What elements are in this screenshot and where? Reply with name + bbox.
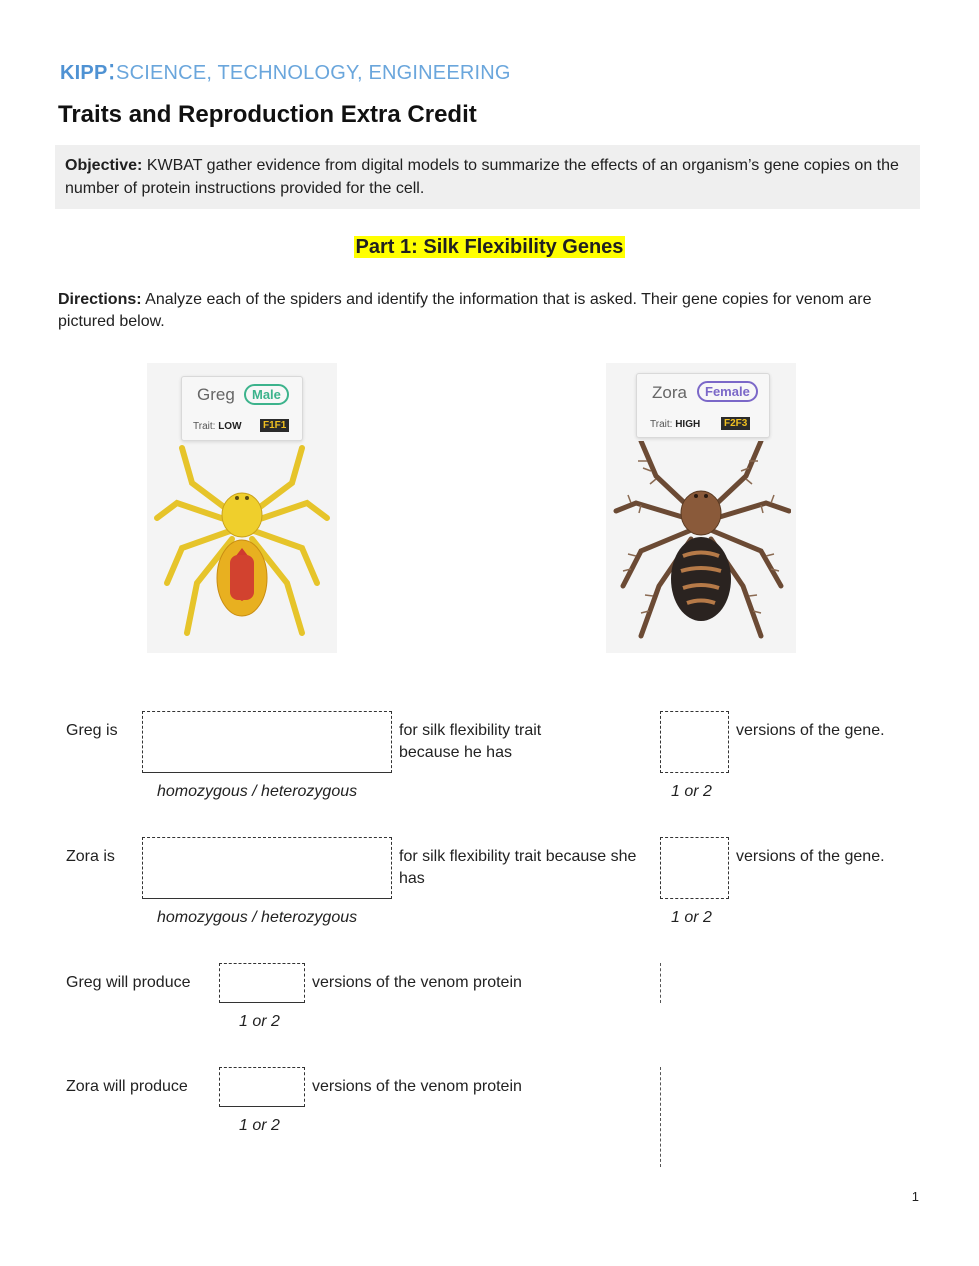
q3-hint: 1 or 2 bbox=[239, 1013, 280, 1030]
q4-end-text: versions of the venom protein bbox=[312, 1078, 522, 1095]
kipp-logo bbox=[60, 60, 511, 85]
objective-box bbox=[55, 145, 920, 209]
brand-name: KIPP bbox=[60, 62, 108, 84]
brand-colon-icon: ⁚ bbox=[108, 62, 116, 84]
directions bbox=[58, 289, 923, 333]
q1-count-input[interactable] bbox=[660, 711, 729, 773]
objective-text: KWBAT gather evidence from digital models to summarize the effects of an organism’s gene copies on the number of protein instructions provided for the cell. bbox=[65, 157, 899, 197]
q1-zygosity-hint: homozygous / heterozygous bbox=[157, 783, 358, 800]
zora-label-box bbox=[636, 373, 770, 438]
objective-label: Objective: bbox=[65, 157, 143, 174]
zora-trait: Trait: HIGH bbox=[650, 419, 701, 430]
q1-zygosity-input[interactable] bbox=[142, 711, 392, 773]
zora-sex-badge: Female bbox=[697, 381, 758, 402]
part-1-title-text: Part 1: Silk Flexibility Genes bbox=[355, 236, 624, 258]
q2-count-hint: 1 or 2 bbox=[671, 909, 712, 926]
greg-gene-code: F1F1 bbox=[260, 419, 289, 432]
zora-spider-card bbox=[606, 363, 796, 653]
greg-trait: Trait: LOW bbox=[193, 421, 242, 432]
brown-spider-icon bbox=[611, 441, 791, 646]
part-1-title bbox=[0, 236, 979, 259]
q4-count-input[interactable] bbox=[219, 1067, 305, 1107]
q3-count-input[interactable] bbox=[219, 963, 305, 1003]
q2-middle-text: for silk flexibility trait because she has bbox=[399, 848, 637, 887]
q3-end-text: versions of the venom protein bbox=[312, 974, 522, 991]
q1-lead: Greg is bbox=[66, 722, 118, 739]
directions-text: Analyze each of the spiders and identify the information that is asked. Their gene copies for venom are pictured below. bbox=[58, 291, 872, 330]
yellow-spider-icon bbox=[152, 443, 332, 648]
q4-divider-line bbox=[660, 1067, 661, 1167]
directions-label: Directions: bbox=[58, 291, 142, 308]
q2-count-input[interactable] bbox=[660, 837, 729, 899]
q2-zygosity-input[interactable] bbox=[142, 837, 392, 899]
program-name: SCIENCE, TECHNOLOGY, ENGINEERING bbox=[116, 62, 511, 84]
zora-gene-code: F2F3 bbox=[721, 417, 750, 430]
greg-label-box bbox=[181, 376, 303, 441]
q1-middle-text: for silk flexibility trait because he has bbox=[399, 722, 542, 761]
q1-count-hint: 1 or 2 bbox=[671, 783, 712, 800]
q4-hint: 1 or 2 bbox=[239, 1117, 280, 1134]
page-number: 1 bbox=[911, 1189, 919, 1204]
greg-sex-badge: Male bbox=[244, 384, 289, 405]
page-title: Traits and Reproduction Extra Credit bbox=[58, 101, 477, 128]
q4-lead: Zora will produce bbox=[66, 1078, 188, 1095]
q1-end-text: versions of the gene. bbox=[736, 722, 885, 739]
q2-lead: Zora is bbox=[66, 848, 115, 865]
q3-lead: Greg will produce bbox=[66, 974, 191, 991]
q2-end-text: versions of the gene. bbox=[736, 848, 885, 865]
q3-divider-line bbox=[660, 963, 661, 1003]
greg-name: Greg bbox=[197, 385, 235, 404]
zora-name: Zora bbox=[652, 383, 687, 402]
q2-zygosity-hint: homozygous / heterozygous bbox=[157, 909, 358, 926]
greg-spider-card bbox=[147, 363, 337, 653]
